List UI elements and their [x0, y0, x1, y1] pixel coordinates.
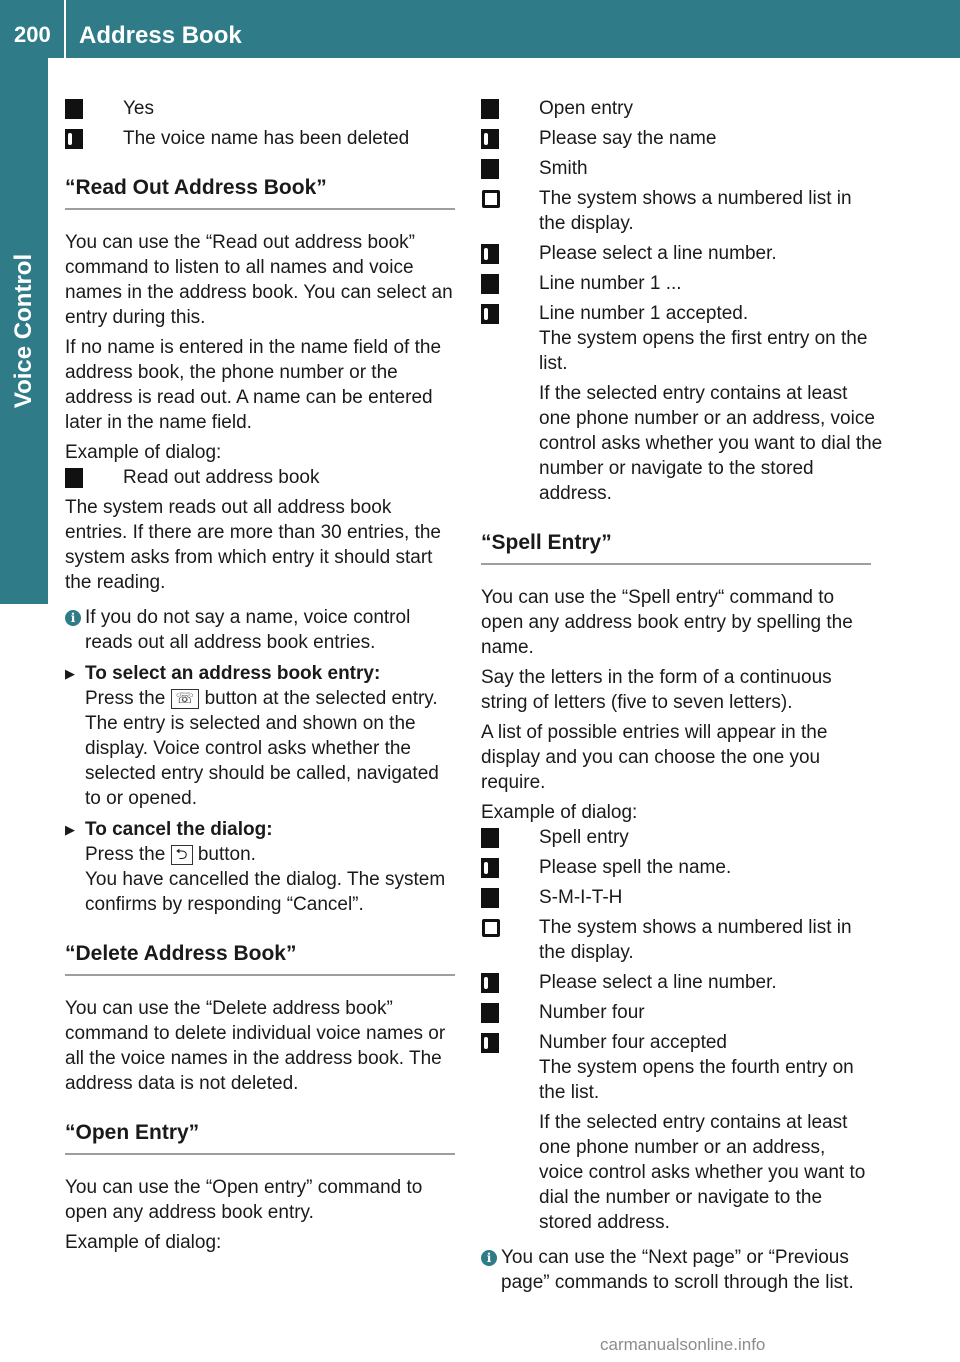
dialog-line: Spell entry	[481, 825, 871, 850]
back-button-icon: ⮌	[171, 845, 193, 865]
info-note: i You can use the “Next page” or “Previous page” commands to scroll through the list.	[481, 1245, 871, 1295]
section-heading: “Delete Address Book”	[65, 941, 455, 976]
paragraph: If no name is entered in the name field of the address book, the phone number or the address is read out. A name can be entered later in the name field.	[65, 337, 442, 433]
user-speaks-icon	[481, 159, 499, 179]
dialog-line: Smith	[481, 156, 871, 181]
dialog-line: Please spell the name.	[481, 855, 871, 880]
dialog-line: S-M-I-T-H	[481, 885, 871, 910]
dialog-line: Line number 1 ...	[481, 271, 871, 296]
system-response-icon	[481, 1033, 499, 1053]
info-icon: i	[481, 1250, 497, 1266]
step-arrow-icon: ▶	[65, 822, 75, 837]
dialog-line: Number four accepted The system opens the fourth entry on the list. If the selected entry contains at least one phone number or an address, voice control asks whether you want to dial the number or navigate to the stored address.	[481, 1030, 871, 1235]
user-speaks-icon	[481, 1003, 499, 1023]
dialog-line: Open entry	[481, 96, 871, 121]
user-speaks-icon	[481, 828, 499, 848]
paragraph: Example of dialog:	[65, 1232, 222, 1253]
dialog-line: Line number 1 accepted. The system opens the first entry on the list. If the selected entry contains at least one phone number or an address, voice control asks whether you want to dial the number or navigate to the stored address.	[481, 301, 871, 506]
page-header	[0, 0, 960, 58]
system-response-icon	[481, 973, 499, 993]
info-icon: i	[65, 610, 81, 626]
dialog-line: Number four	[481, 1000, 871, 1025]
dialog-line: The system shows a numbered list in the display.	[481, 186, 871, 236]
instruction-step: ▶ To cancel the dialog: Press the ⮌ button. You have cancelled the dialog. The system confirms by responding “Cancel”.	[65, 819, 446, 915]
dialog-line: The system shows a numbered list in the display.	[481, 915, 871, 965]
paragraph: You can use the “Delete address book” command to delete individual voice names or all the voice names in the address book. The address data is not deleted.	[65, 998, 446, 1094]
paragraph: Example of dialog:	[481, 802, 638, 823]
system-response-icon	[481, 129, 499, 149]
dialog-line: Read out address book	[65, 465, 455, 490]
system-response-icon	[481, 858, 499, 878]
user-speaks-icon	[481, 274, 499, 294]
chapter-label: Voice Control	[10, 253, 37, 409]
page-number: 200	[14, 22, 51, 47]
dialog-line: Yes	[65, 96, 455, 121]
instruction-step: ▶ To select an address book entry: Press the ☏ button at the selected entry. The entry is selected and shown on the display. Voice control asks whether the selected entry should be called, navigated to or opened.	[65, 663, 439, 809]
system-response-icon	[65, 129, 83, 149]
section-heading: “Open Entry”	[65, 1120, 455, 1155]
paragraph: Say the letters in the form of a continuous string of letters (five to seven letters).	[481, 667, 832, 713]
section-heading: “Read Out Address Book”	[65, 175, 455, 210]
right-column	[481, 96, 883, 1301]
chapter-side-tab	[0, 58, 48, 604]
display-screen-icon	[482, 190, 500, 208]
paragraph: The system reads out all address book entries. If there are more than 30 entries, the system asks from which entry it should start the reading.	[65, 497, 441, 593]
left-column	[65, 96, 455, 1260]
section-heading: “Spell Entry”	[481, 530, 871, 565]
paragraph: You can use the “Spell entry“ command to open any address book entry by spelling the name.	[481, 587, 853, 658]
display-screen-icon	[482, 919, 500, 937]
step-arrow-icon: ▶	[65, 666, 75, 681]
paragraph: You can use the “Open entry” command to open any address book entry.	[65, 1177, 423, 1223]
user-speaks-icon	[65, 468, 83, 488]
user-speaks-icon	[481, 888, 499, 908]
dialog-line: Please say the name	[481, 126, 871, 151]
system-response-icon	[481, 304, 499, 324]
paragraph: Example of dialog:	[65, 442, 222, 463]
user-speaks-icon	[481, 99, 499, 119]
info-note: i If you do not say a name, voice control reads out all address book entries.	[65, 605, 455, 655]
user-speaks-icon	[65, 99, 83, 119]
paragraph: You can use the “Read out address book” command to listen to all names and voice names in the address book. You can select an entry during this.	[65, 232, 453, 328]
dialog-line: Please select a line number.	[481, 970, 871, 995]
dialog-line: Please select a line number.	[481, 241, 871, 266]
watermark-text: carmanualsonline.info	[600, 1335, 766, 1354]
header-divider	[64, 0, 66, 58]
system-response-icon	[481, 244, 499, 264]
paragraph: A list of possible entries will appear in the display and you can choose the one you require.	[481, 722, 828, 793]
dialog-line: The voice name has been deleted	[65, 126, 455, 151]
call-button-icon: ☏	[171, 689, 200, 709]
section-title: Address Book	[79, 22, 242, 49]
